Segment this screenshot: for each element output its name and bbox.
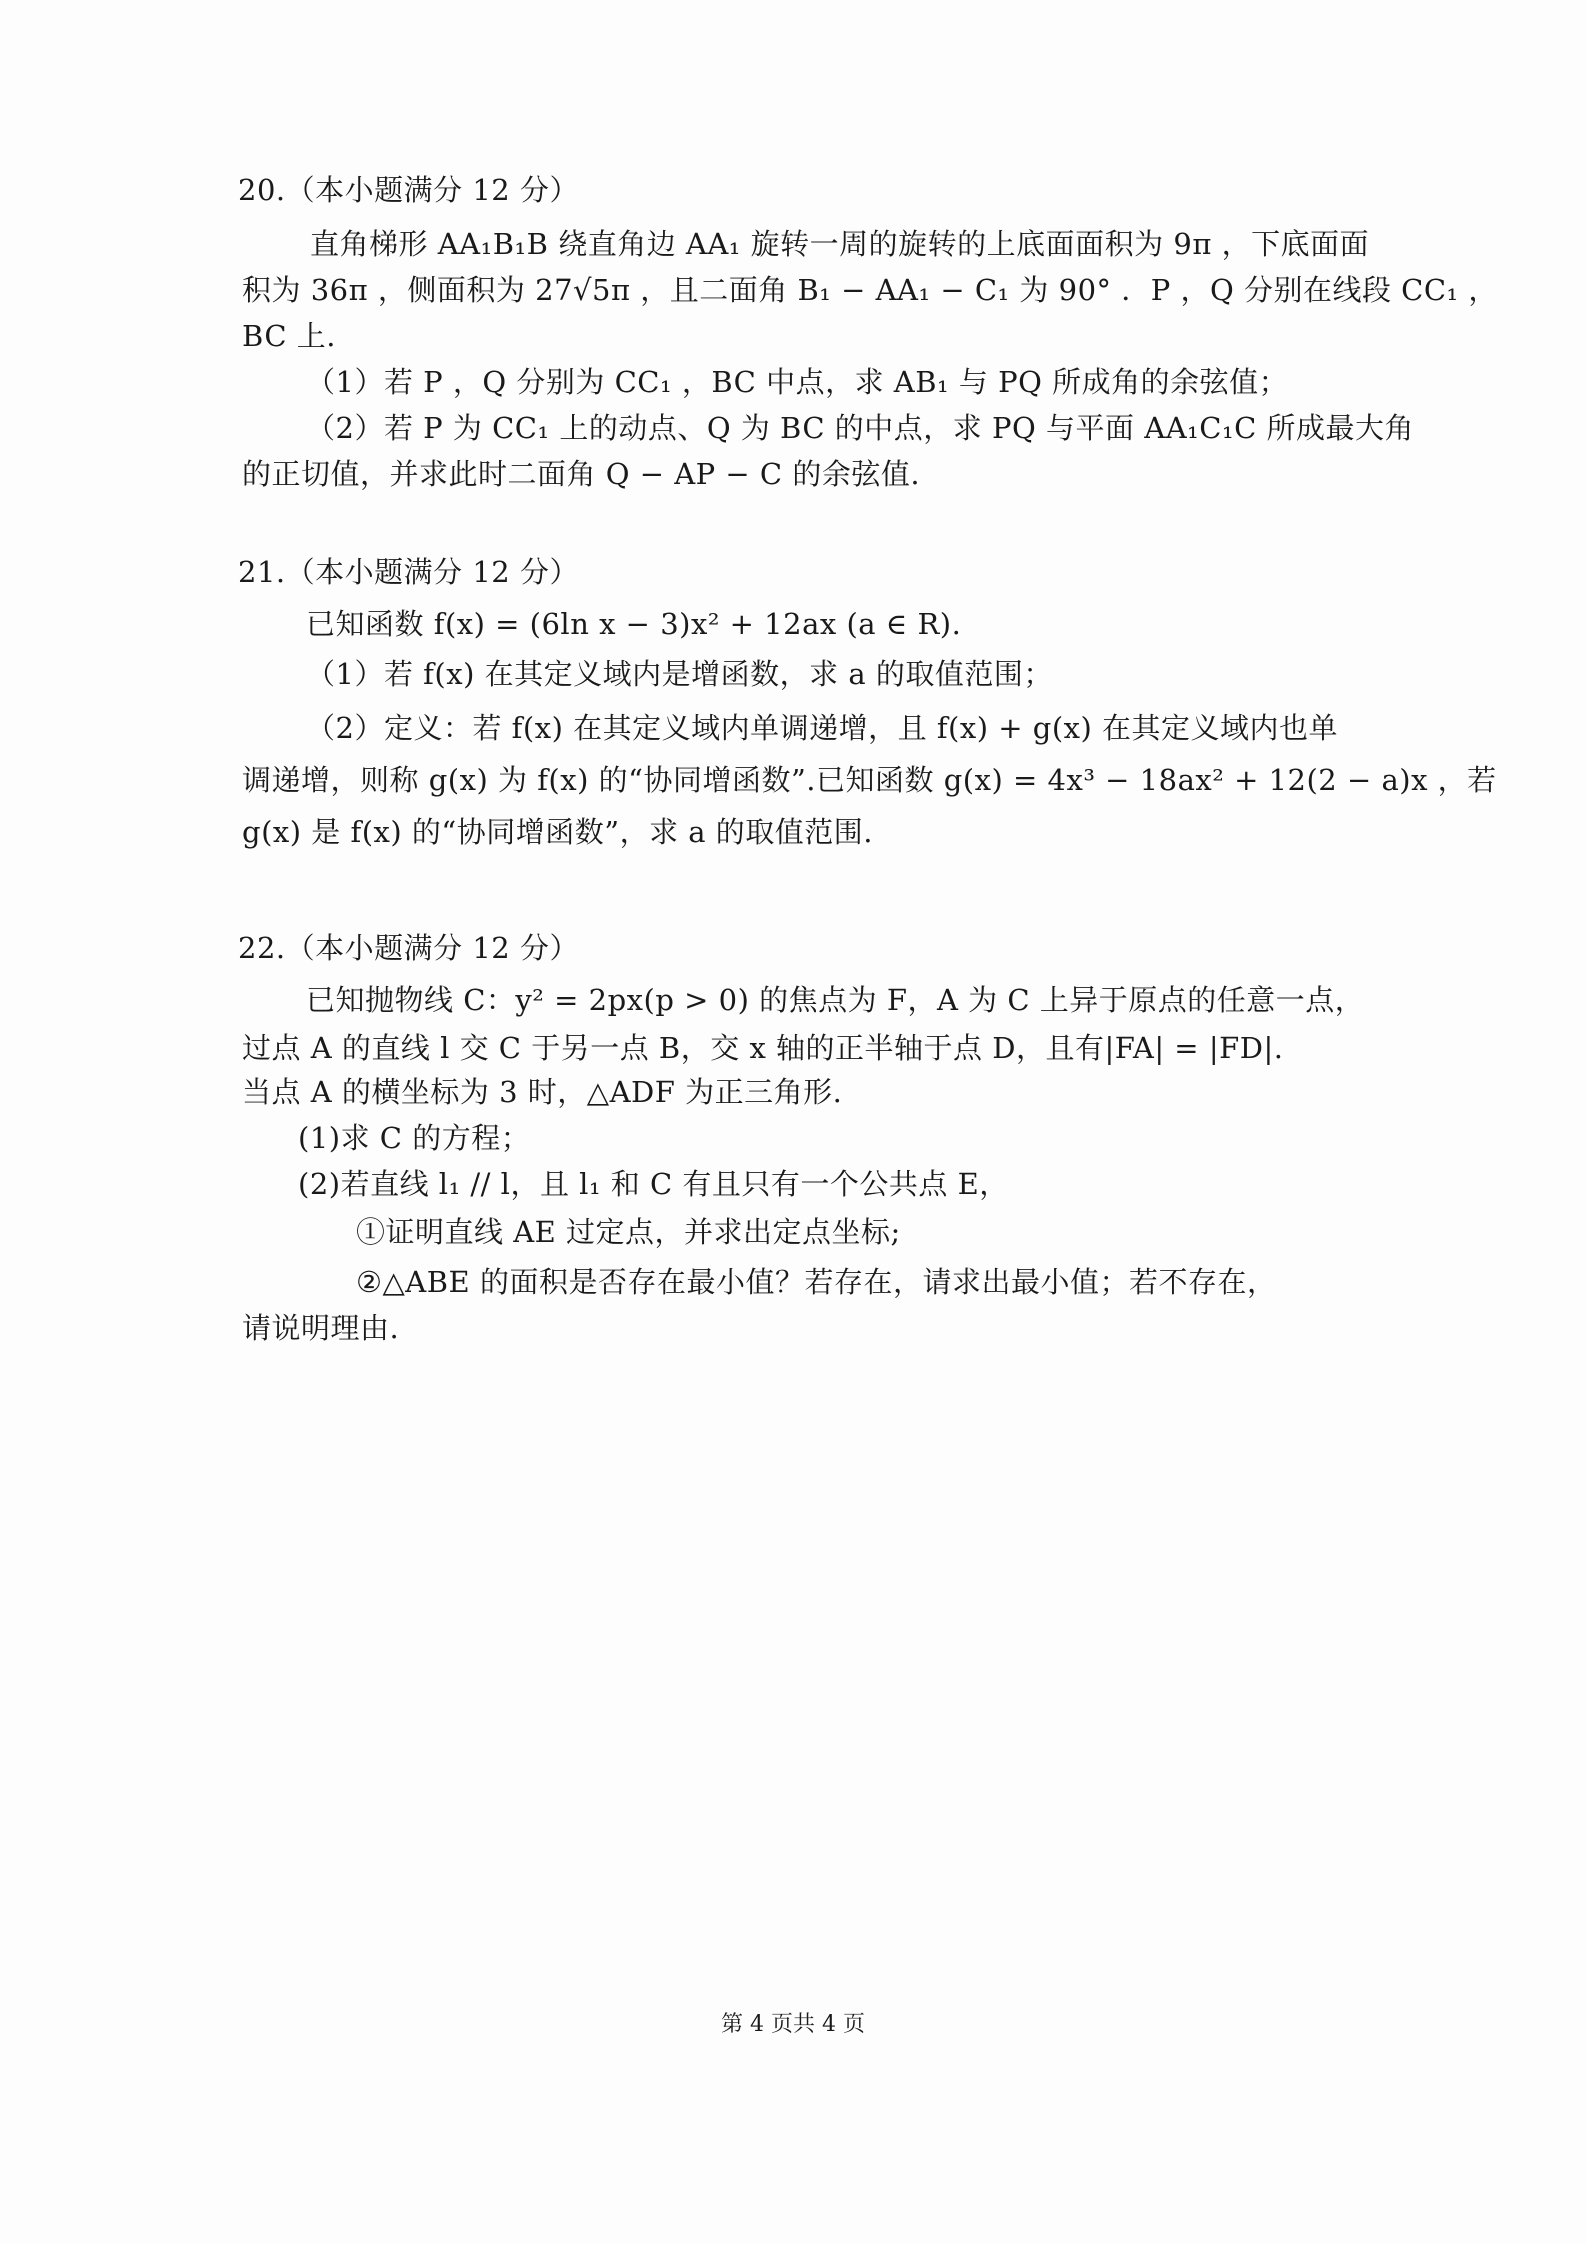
problem-21-line: （2）定义：若 f(x) 在其定义域内单调递增，且 f(x) + g(x) 在其定义域内也单 bbox=[306, 711, 1339, 745]
problem-20-line: 直角梯形 AA₁B₁B 绕直角边 AA₁ 旋转一周的旋转的上底面面积为 9π ，下底面面 bbox=[310, 227, 1370, 261]
problem-21-line: g(x) 是 f(x) 的“协同增函数”，求 a 的取值范围. bbox=[242, 815, 874, 849]
problem-22-line: 当点 A 的横坐标为 3 时，△ADF 为正三角形. bbox=[242, 1075, 843, 1109]
problem-20-line: 的正切值，并求此时二面角 Q − AP − C 的余弦值. bbox=[242, 457, 921, 491]
problem-20-line: （1）若 P ，Q 分别为 CC₁ ，BC 中点，求 AB₁ 与 PQ 所成角的余弦值； bbox=[306, 365, 1289, 399]
problem-20-header: 20.（本小题满分 12 分） bbox=[238, 173, 579, 207]
problem-22-header: 22.（本小题满分 12 分） bbox=[238, 931, 579, 965]
problem-21-header: 21.（本小题满分 12 分） bbox=[238, 555, 579, 589]
problem-22-line: ①证明直线 AE 过定点，并求出定点坐标; bbox=[356, 1215, 901, 1249]
problem-20-line: 积为 36π ，侧面积为 27√5π ，且二面角 B₁ − AA₁ − C₁ 为 90° ．P ，Q 分别在线段 CC₁ ， bbox=[242, 273, 1498, 307]
problem-22-line: (2)若直线 l₁ // l，且 l₁ 和 C 有且只有一个公共点 E， bbox=[298, 1167, 1009, 1201]
problem-21-line: 已知函数 f(x) = (6ln x − 3)x² + 12ax (a ∈ R). bbox=[306, 607, 962, 641]
problem-20-line: （2）若 P 为 CC₁ 上的动点、Q 为 BC 的中点，求 PQ 与平面 AA₁C₁C 所成最大角 bbox=[306, 411, 1414, 445]
problem-22-line: ②△ABE 的面积是否存在最小值？若存在，请求出最小值；若不存在， bbox=[356, 1265, 1277, 1299]
problem-22-line: 已知抛物线 C：y² = 2px(p > 0) 的焦点为 F，A 为 C 上异于原点的任意一点， bbox=[306, 983, 1365, 1017]
problem-22-line: 过点 A 的直线 l 交 C 于另一点 B，交 x 轴的正半轴于点 D，且有|FA| = |FD|. bbox=[242, 1031, 1284, 1065]
page-footer: 第 4 页共 4 页 bbox=[721, 2012, 865, 2037]
problem-21-line: 调递增，则称 g(x) 为 f(x) 的“协同增函数”.已知函数 g(x) = 4x³ − 18ax² + 12(2 − a)x ，若 bbox=[242, 763, 1497, 797]
problem-22-line: (1)求 C 的方程； bbox=[298, 1121, 531, 1155]
problem-22-line: 请说明理由. bbox=[242, 1311, 400, 1345]
problem-20-line: BC 上. bbox=[242, 319, 336, 353]
problem-21-line: （1）若 f(x) 在其定义域内是增函数，求 a 的取值范围； bbox=[306, 657, 1053, 691]
